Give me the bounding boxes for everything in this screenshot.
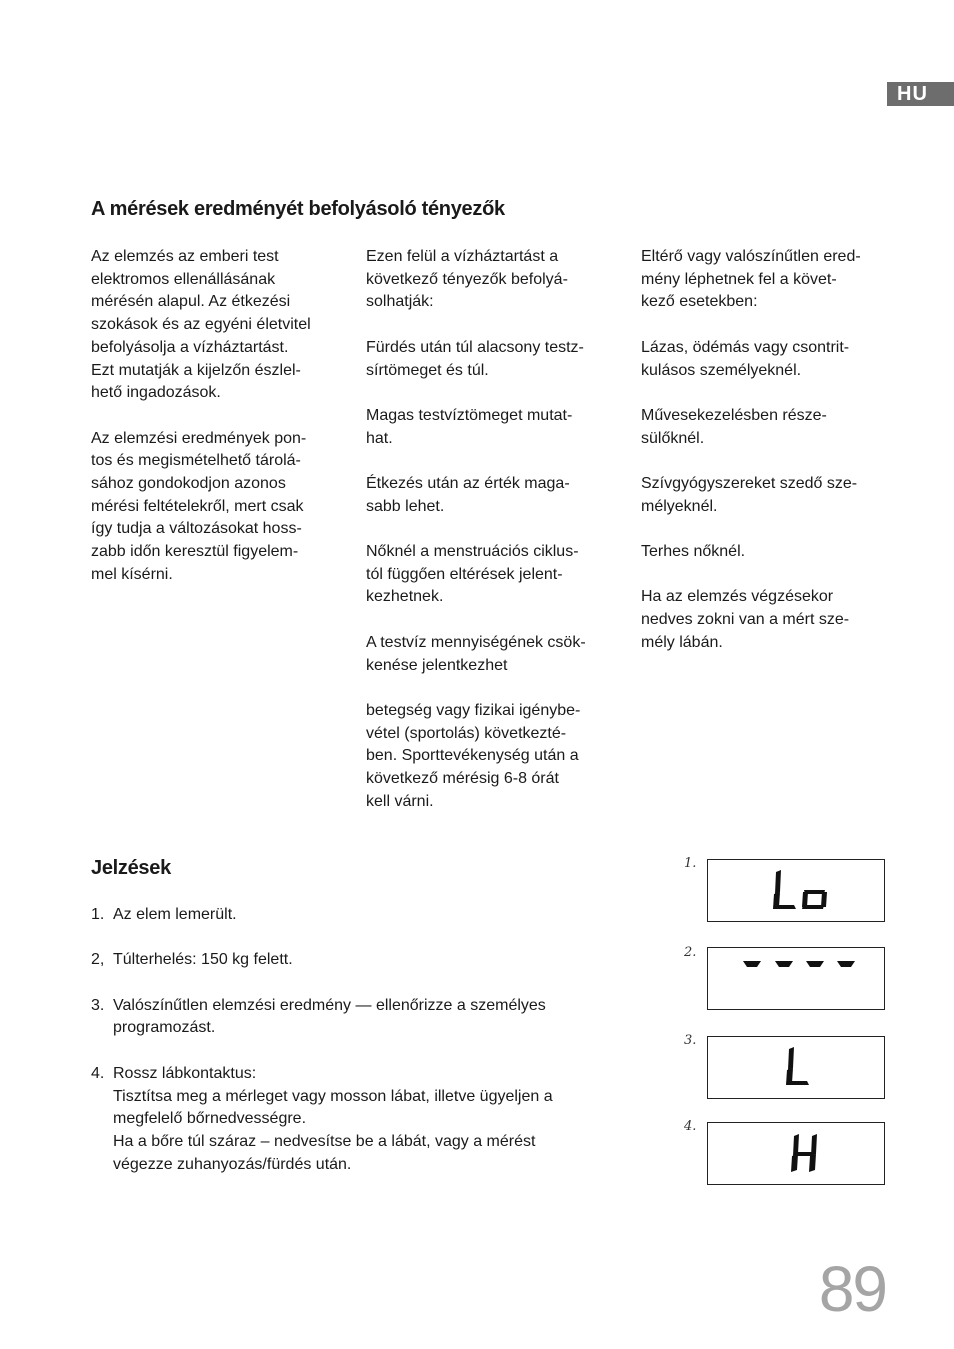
paragraph: Étkezés után az érték maga- sabb lehet. <box>366 474 570 515</box>
list-item <box>91 949 621 972</box>
paragraph: Ha az elemzés végzésekor nedves zokni van a mért sze- mély lábán. <box>641 588 850 651</box>
paragraph: Szívgyógyszereket szedő sze- mélyeknél. <box>641 474 858 515</box>
display-label-3: 3. <box>684 1033 697 1048</box>
text-column-2 <box>366 246 616 836</box>
text-column-1 <box>91 246 341 609</box>
section-title-signals: Jelzések <box>91 857 171 879</box>
text-column-3 <box>641 246 901 677</box>
paragraph: Nőknél a menstruációs ciklus- tól függően eltérések jelent- kezhetnek. <box>366 543 579 606</box>
paragraph: Magas testvíztömeget mutat- hat. <box>366 406 573 447</box>
lcd-h-icon <box>708 1123 886 1186</box>
paragraph: Eltérő vagy valószínűtlen ered- mény léphetnek fel a követ- kező esetekben: <box>641 248 861 311</box>
list-text: Valószínűtlen elemzési eredmény — ellenőrizze a személyes programozást. <box>113 996 546 1037</box>
paragraph: Az elemzés az emberi test elektromos ellenállásának mérésén alapul. Az étkezési szokások és az egyéni életvitel befolyásolja a vízháztartást. Ezt mutatják a kijelzőn észlel- hető ingadozások. <box>91 248 311 402</box>
paragraph: Ezen felül a vízháztartást a következő tényezők befolyá- solhatják: <box>366 248 568 311</box>
list-number: 3. <box>91 996 105 1014</box>
list-text: Túlterhelés: 150 kg felett. <box>113 951 293 969</box>
paragraph: betegség vagy fizikai igénybe- vétel (sportolás) következté- ben. Sporttevékenység után a következő mérésig 6-8 órát kell várni. <box>366 701 581 810</box>
paragraph: Fürdés után túl alacsony testz- sírtömeget és túl. <box>366 338 584 379</box>
paragraph: A testvíz mennyiségének csök- kenése jelentkezhet <box>366 633 586 674</box>
list-text: Rossz lábkontaktus: Tisztítsa meg a mérleget vagy mosson lábat, illetve ügyeljen a megfelelő bőrnedvességre. Ha a bőre túl száraz – nedvesítse be a lábát, vagy a mérést végezze zuhanyozás/fürdés után. <box>113 1064 553 1173</box>
section-title-factors: A mérések eredményét befolyásoló tényezők <box>91 198 505 220</box>
page-number: 89 <box>818 1253 886 1325</box>
list-item <box>91 1063 621 1177</box>
lcd-display-h <box>707 1122 885 1185</box>
display-label-1: 1. <box>684 856 697 871</box>
lcd-lo-icon <box>708 860 886 923</box>
lcd-l-icon <box>708 1037 886 1100</box>
list-item <box>91 995 621 1040</box>
display-label-4: 4. <box>684 1119 697 1134</box>
signal-list <box>91 904 621 1199</box>
list-text: Az elem lemerült. <box>113 906 237 923</box>
paragraph: Művesekezelésben része- sülőknél. <box>641 406 827 447</box>
paragraph: Terhes nőknél. <box>641 543 746 561</box>
language-tab: HU <box>887 82 954 106</box>
lcd-display-l <box>707 1036 885 1099</box>
list-number: 4. <box>91 1064 105 1082</box>
list-number: 1. <box>91 906 105 923</box>
paragraph: Lázas, ödémás vagy csontrit- kulásos személyeknél. <box>641 338 850 379</box>
display-label-2: 2. <box>684 945 697 960</box>
paragraph: Az elemzési eredmények pon- tos és megismételhető tárolá- sához gondokodjon azonos mérési feltételekről, mert csak így tudja a változásokat hoss- zabb időn keresztül figyelem- mel kísérni. <box>91 429 307 583</box>
list-number: 2, <box>91 951 105 969</box>
list-item <box>91 904 621 927</box>
lcd-dashes-icon <box>708 948 886 1011</box>
lcd-display-dashes <box>707 947 885 1010</box>
lcd-display-lo <box>707 859 885 922</box>
